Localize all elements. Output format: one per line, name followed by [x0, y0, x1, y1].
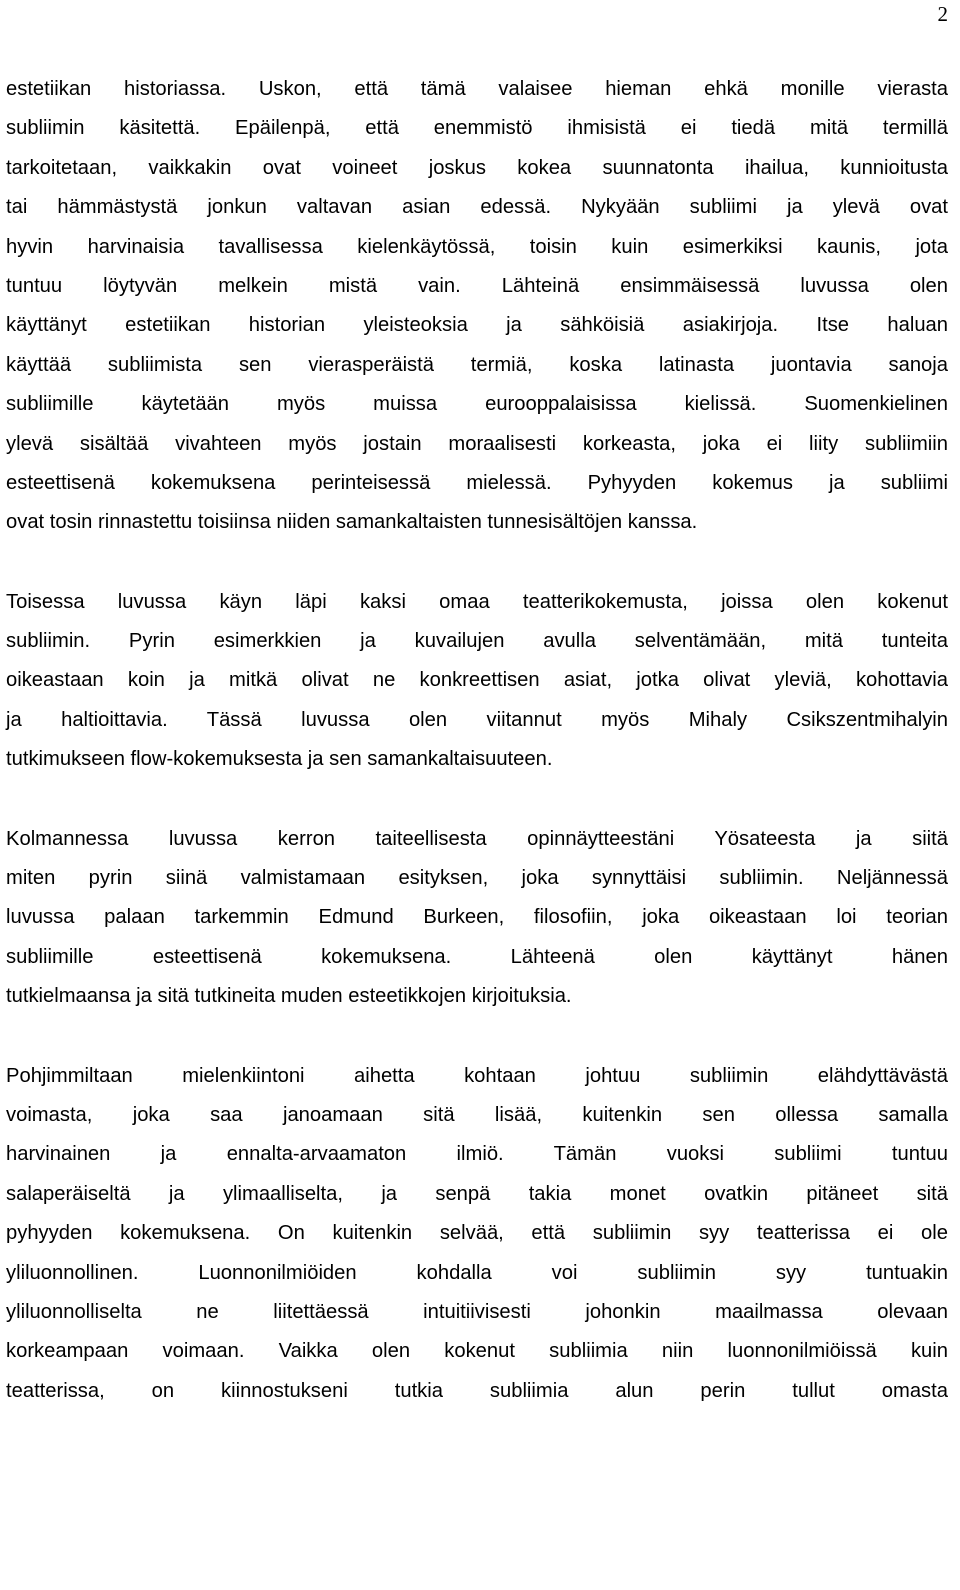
- text-line: subliimille käytetään myös muissa eurooppalaisissa kielissä. Suomenkielinen: [6, 393, 948, 416]
- text-line: subliimille esteettisenä kokemuksena. Lähteenä olen käyttänyt hänen: [6, 945, 948, 968]
- paragraph-3: [6, 820, 948, 1017]
- text-line: estetiikan historiassa. Uskon, että tämä valaisee hieman ehkä monille vierasta: [6, 78, 948, 100]
- text-line: korkeampaan voimaan. Vaikka olen kokenut subliimia niin luonnonilmiöissä kuin: [6, 1340, 948, 1363]
- text-line: tutkimukseen flow-kokemuksesta ja sen samankaltaisuuteen.: [6, 748, 553, 771]
- text-line: esteettisenä kokemuksena perinteisessä mielessä. Pyhyyden kokemus ja subliimi: [6, 471, 948, 494]
- text-line: oikeastaan koin ja mitkä olivat ne konkreettisen asiat, jotka olivat yleviä, kohottavia: [6, 669, 948, 692]
- text-line: luvussa palaan tarkemmin Edmund Burkeen, filosofiin, joka oikeastaan loi teorian: [6, 906, 948, 929]
- paragraph-2: [6, 583, 948, 780]
- text-line: tai hämmästystä jonkun valtavan asian edessä. Nykyään subliimi ja ylevä ovat: [6, 196, 948, 219]
- text-line: käyttänyt estetiikan historian yleisteoksia ja sähköisiä asiakirjoja. Itse haluan: [6, 314, 948, 337]
- text-line: tutkielmaansa ja sitä tutkineita muden esteetikkojen kirjoituksia.: [6, 985, 572, 1008]
- text-line: harvinainen ja ennalta-arvaamaton ilmiö. Tämän vuoksi subliimi tuntuu: [6, 1143, 948, 1166]
- text-line: yliluonnolliselta ne liitettäessä intuitiivisesti johonkin maailmassa olevaan: [6, 1300, 948, 1323]
- document-body: [6, 70, 948, 1411]
- text-line: Toisessa luvussa käyn läpi kaksi omaa teatterikokemusta, joissa olen kokenut: [6, 590, 948, 613]
- paragraph-spacer: [6, 543, 948, 583]
- text-line: voimasta, joka saa janoamaan sitä lisää, kuitenkin sen ollessa samalla: [6, 1103, 948, 1126]
- text-line: ylevä sisältää vivahteen myös jostain moraalisesti korkeasta, joka ei liity subliimiin: [6, 432, 948, 455]
- text-line: ja haltioittavia. Tässä luvussa olen viitannut myös Mihaly Csikszentmihalyin: [6, 708, 948, 731]
- text-line: Kolmannessa luvussa kerron taiteellisesta opinnäytteestäni Yösateesta ja siitä: [6, 827, 948, 850]
- paragraph-1: [6, 70, 948, 543]
- text-line: yliluonnollinen. Luonnonilmiöiden kohdalla voi subliimin syy tuntuakin: [6, 1261, 948, 1284]
- text-line: teatterissa, on kiinnostukseni tutkia subliimia alun perin tullut omasta: [6, 1379, 948, 1402]
- paragraph-4: [6, 1057, 948, 1412]
- text-line: pyhyyden kokemuksena. On kuitenkin selvää, että subliimin syy teatterissa ei ole: [6, 1222, 948, 1245]
- text-line: subliimin käsitettä. Epäilenpä, että enemmistö ihmisistä ei tiedä mitä termillä: [6, 117, 948, 140]
- text-line: hyvin harvinaisia tavallisessa kielenkäytössä, toisin kuin esimerkiksi kaunis, jota: [6, 235, 948, 258]
- paragraph-spacer: [6, 1017, 948, 1057]
- page-number: 2: [937, 2, 948, 26]
- text-line: käyttää subliimista sen vierasperäistä termiä, koska latinasta juontavia sanoja: [6, 353, 948, 376]
- text-line: miten pyrin siinä valmistamaan esityksen, joka synnyttäisi subliimin. Neljännessä: [6, 867, 948, 890]
- text-line: tuntuu löytyvän melkein mistä vain. Lähteinä ensimmäisessä luvussa olen: [6, 274, 948, 297]
- paragraph-spacer: [6, 780, 948, 820]
- text-line: salaperäiseltä ja ylimaalliselta, ja senpä takia monet ovatkin pitäneet sitä: [6, 1182, 948, 1205]
- text-line: tarkoitetaan, vaikkakin ovat voineet joskus kokea suunnatonta ihailua, kunnioitusta: [6, 156, 948, 179]
- text-line: subliimin. Pyrin esimerkkien ja kuvailujen avulla selventämään, mitä tunteita: [6, 630, 948, 653]
- text-line: ovat tosin rinnastettu toisiinsa niiden samankaltaisten tunnesisältöjen kanssa.: [6, 511, 698, 534]
- text-line: Pohjimmiltaan mielenkiintoni aihetta kohtaan johtuu subliimin elähdyttävästä: [6, 1064, 948, 1087]
